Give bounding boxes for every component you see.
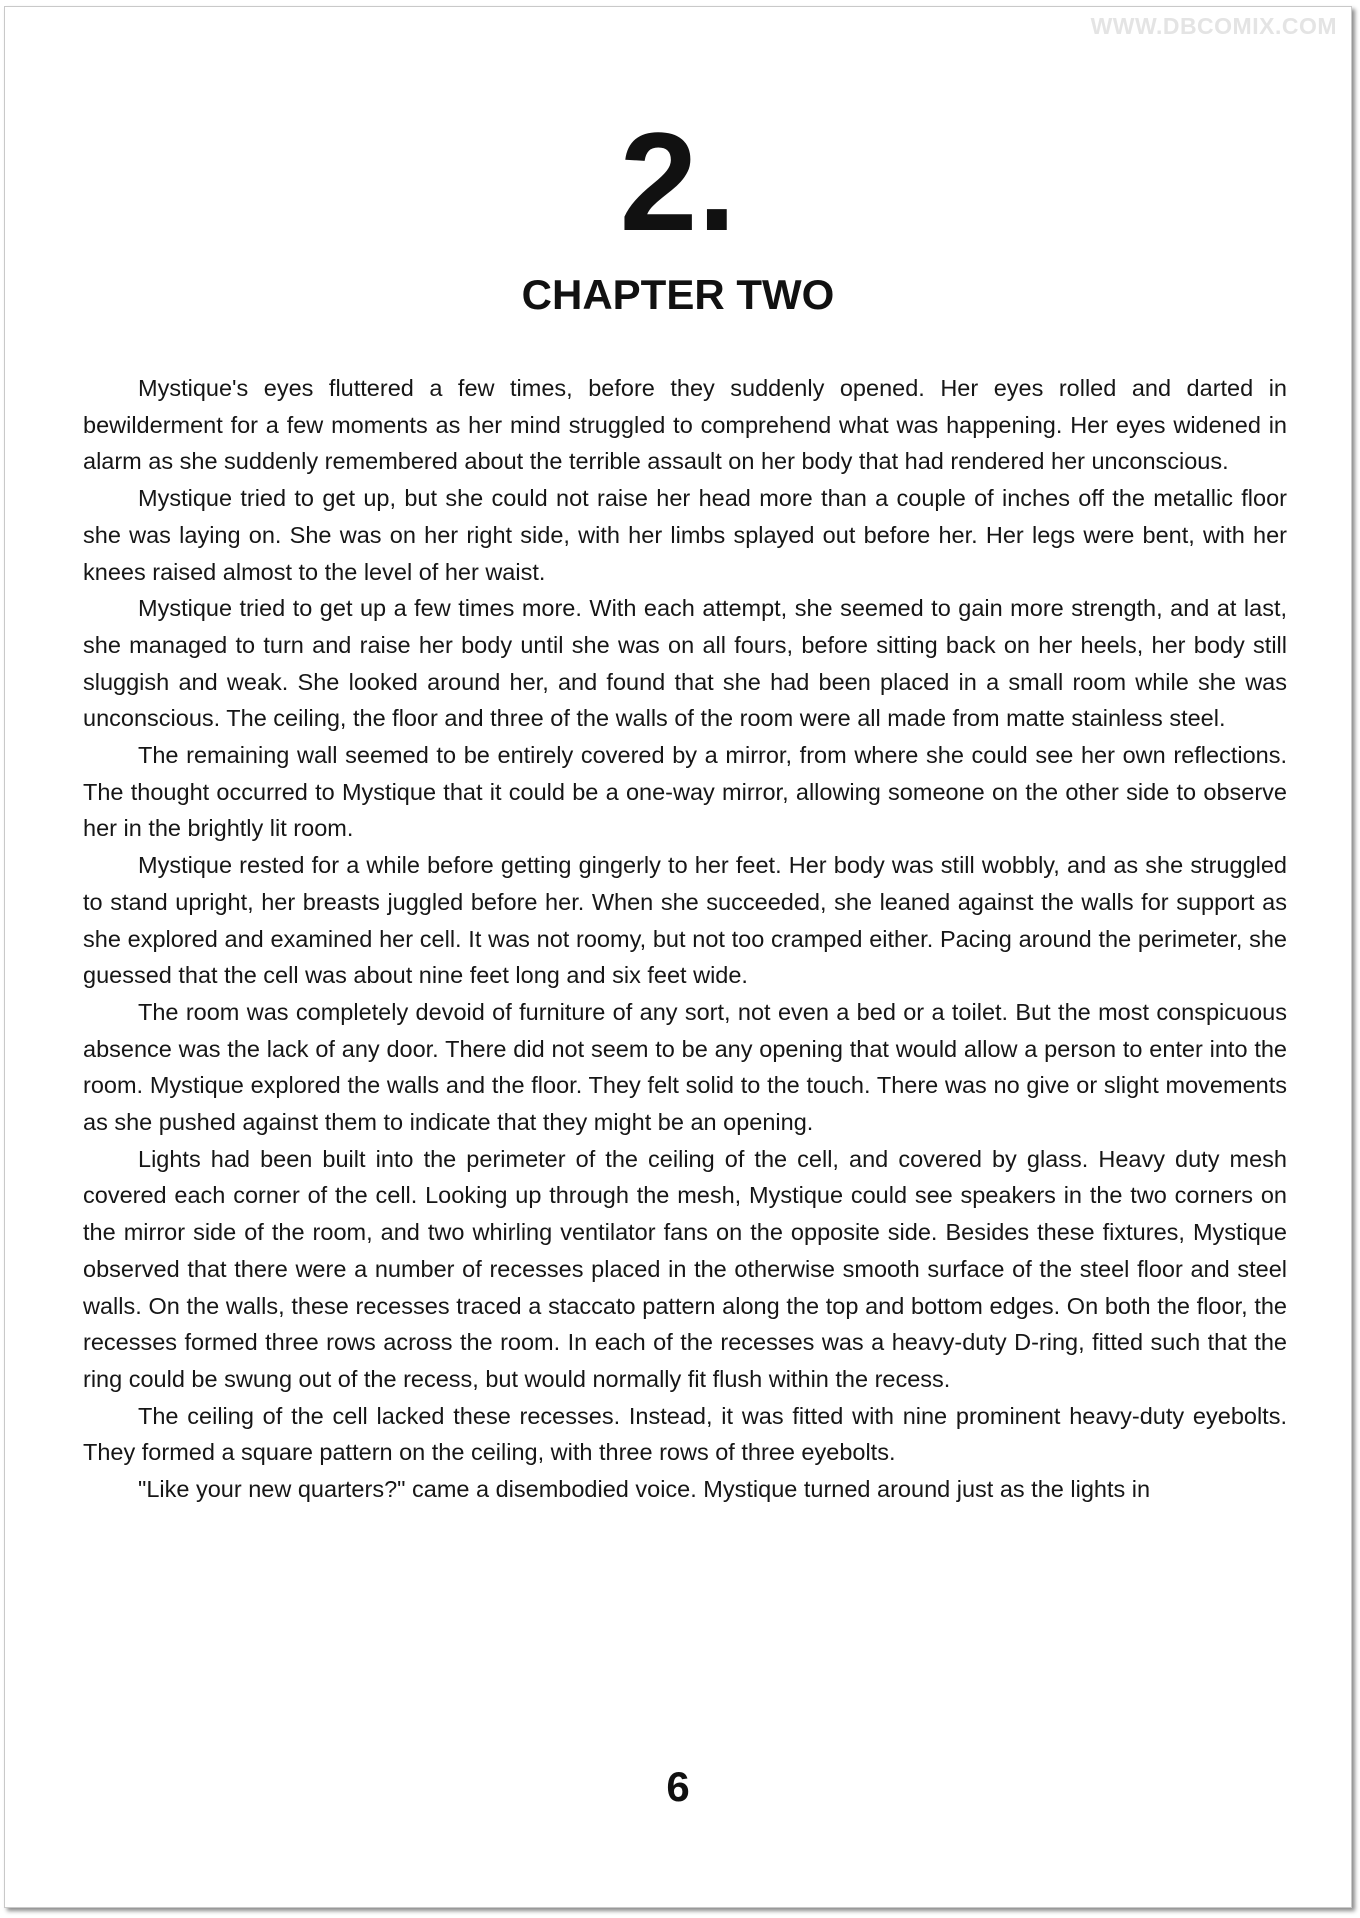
page-number: 6 <box>666 1763 690 1810</box>
paragraph: "Like your new quarters?" came a disembodied voice. Mystique turned around just as the lights in <box>138 1476 1151 1503</box>
paragraph: Lights had been built into the perimeter of the ceiling of the cell, and covered by glass. Heavy duty mesh covered each corner of the cell. Looking up through the mesh, Mystique could see speakers in the two corners on the mirror side of the room, and two whirling ventilator fans on the opposite side. Besides these fixtures, Mystique observed that there were a number of recesses placed in the otherwise smooth surface of the steel floor and steel walls. On the walls, these recesses traced a staccato pattern along the top and bottom edges. On both the floor, the recesses formed three rows across the room. In each of the recesses was a heavy-duty D-ring, fitted such that the ring could be swung out of the recess, but would normally fit flush within the recess. <box>83 1145 1287 1392</box>
paragraph: Mystique rested for a while before getting gingerly to her feet. Her body was still wobbly, and as she struggled to stand upright, her breasts juggled before her. When she succeeded, she leaned against the walls for support as she explored and examined her cell. It was not roomy, but not too cramped either. Pacing around the perimeter, she guessed that the cell was about nine feet long and six feet wide. <box>83 852 1287 989</box>
paragraph: The room was completely devoid of furniture of any sort, not even a bed or a toilet. But the most conspicuous absence was the lack of any door. There did not seem to be any opening that would allow a person to enter into the room. Mystique explored the walls and the floor. They felt solid to the touch. There was no give or slight movements as she pushed against them to indicate that they might be an opening. <box>83 998 1287 1136</box>
chapter-body <box>83 370 1287 1508</box>
chapter-number: 2. <box>619 103 737 260</box>
chapter-title: CHAPTER TWO <box>521 271 835 318</box>
paragraph: The ceiling of the cell lacked these recesses. Instead, it was fitted with nine prominent heavy-duty eyebolts. They formed a square pattern on the ceiling, with three rows of three eyebolts. <box>83 1402 1287 1466</box>
watermark: WWW.DBCOMIX.COM <box>1090 13 1337 39</box>
paragraph: The remaining wall seemed to be entirely covered by a mirror, from where she could see her own reflections. The thought occurred to Mystique that it could be a one-way mirror, allowing someone on the other side to observe her in the brightly lit room. <box>83 742 1287 842</box>
paragraph: Mystique's eyes fluttered a few times, before they suddenly opened. Her eyes rolled and darted in bewilderment for a few moments as her mind struggled to comprehend what was happening. Her eyes widened in alarm as she suddenly remembered about the terrible assault on her body that had rendered her unconscious. <box>83 375 1287 475</box>
paragraph: Mystique tried to get up, but she could not raise her head more than a couple of inches off the metallic floor she was laying on. She was on her right side, with her limbs splayed out before her. Her legs were bent, with her knees raised almost to the level of her waist. <box>83 485 1287 585</box>
book-page <box>4 6 1352 1908</box>
paragraph: Mystique tried to get up a few times more. With each attempt, she seemed to gain more strength, and at last, she managed to turn and raise her body until she was on all fours, before sitting back on her heels, her body still sluggish and weak. She looked around her, and found that she had been placed in a small room while she was unconscious. The ceiling, the floor and three of the walls of the room were all made from matte stainless steel. <box>83 595 1287 732</box>
